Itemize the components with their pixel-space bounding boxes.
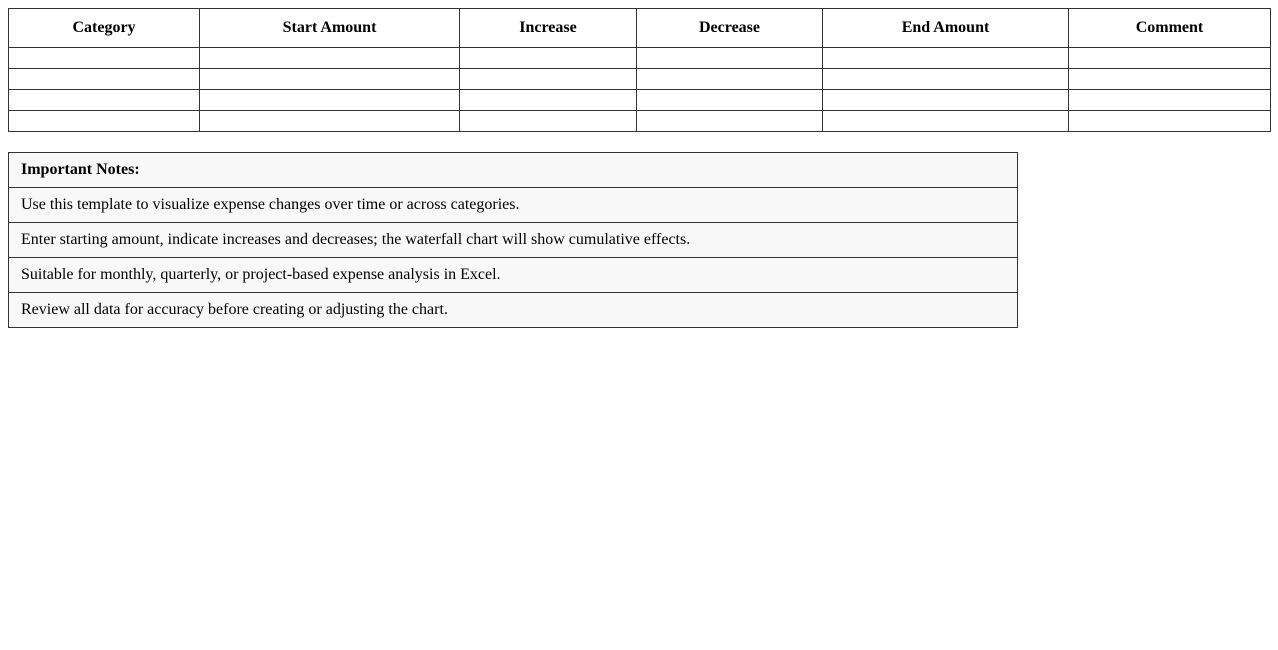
table-cell[interactable] bbox=[1069, 48, 1271, 69]
table-cell[interactable] bbox=[1069, 69, 1271, 90]
table-cell[interactable] bbox=[460, 111, 637, 132]
note-row bbox=[9, 223, 1018, 258]
table-cell[interactable] bbox=[9, 90, 200, 111]
table-cell[interactable] bbox=[200, 48, 460, 69]
table-cell[interactable] bbox=[823, 69, 1069, 90]
table-cell[interactable] bbox=[9, 111, 200, 132]
header-category: Category bbox=[9, 9, 200, 48]
table-cell[interactable] bbox=[823, 111, 1069, 132]
table-cell[interactable] bbox=[460, 48, 637, 69]
table-cell[interactable] bbox=[637, 90, 823, 111]
table-cell[interactable] bbox=[637, 69, 823, 90]
table-cell[interactable] bbox=[9, 48, 200, 69]
notes-title: Important Notes: bbox=[9, 153, 1018, 188]
table-cell[interactable] bbox=[460, 90, 637, 111]
note-row bbox=[9, 188, 1018, 223]
note-row bbox=[9, 293, 1018, 328]
important-notes-table bbox=[8, 152, 1018, 328]
notes-title-row bbox=[9, 153, 1018, 188]
note-item: Suitable for monthly, quarterly, or project-based expense analysis in Excel. bbox=[9, 258, 1018, 293]
table-row bbox=[9, 90, 1271, 111]
note-item: Enter starting amount, indicate increases and decreases; the waterfall chart will show cumulative effects. bbox=[9, 223, 1018, 258]
table-cell[interactable] bbox=[200, 69, 460, 90]
table-cell[interactable] bbox=[460, 69, 637, 90]
header-decrease: Decrease bbox=[637, 9, 823, 48]
table-cell[interactable] bbox=[1069, 111, 1271, 132]
note-row bbox=[9, 258, 1018, 293]
table-row bbox=[9, 48, 1271, 69]
header-comment: Comment bbox=[1069, 9, 1271, 48]
table-cell[interactable] bbox=[200, 111, 460, 132]
table-row bbox=[9, 69, 1271, 90]
table-cell[interactable] bbox=[823, 90, 1069, 111]
table-cell[interactable] bbox=[200, 90, 460, 111]
waterfall-data-table bbox=[8, 8, 1271, 132]
table-header-row bbox=[9, 9, 1271, 48]
header-increase: Increase bbox=[460, 9, 637, 48]
note-item: Use this template to visualize expense changes over time or across categories. bbox=[9, 188, 1018, 223]
header-start-amount: Start Amount bbox=[200, 9, 460, 48]
note-item: Review all data for accuracy before creating or adjusting the chart. bbox=[9, 293, 1018, 328]
table-cell[interactable] bbox=[1069, 90, 1271, 111]
table-row bbox=[9, 111, 1271, 132]
table-cell[interactable] bbox=[637, 48, 823, 69]
table-cell[interactable] bbox=[823, 48, 1069, 69]
header-end-amount: End Amount bbox=[823, 9, 1069, 48]
table-cell[interactable] bbox=[637, 111, 823, 132]
table-cell[interactable] bbox=[9, 69, 200, 90]
